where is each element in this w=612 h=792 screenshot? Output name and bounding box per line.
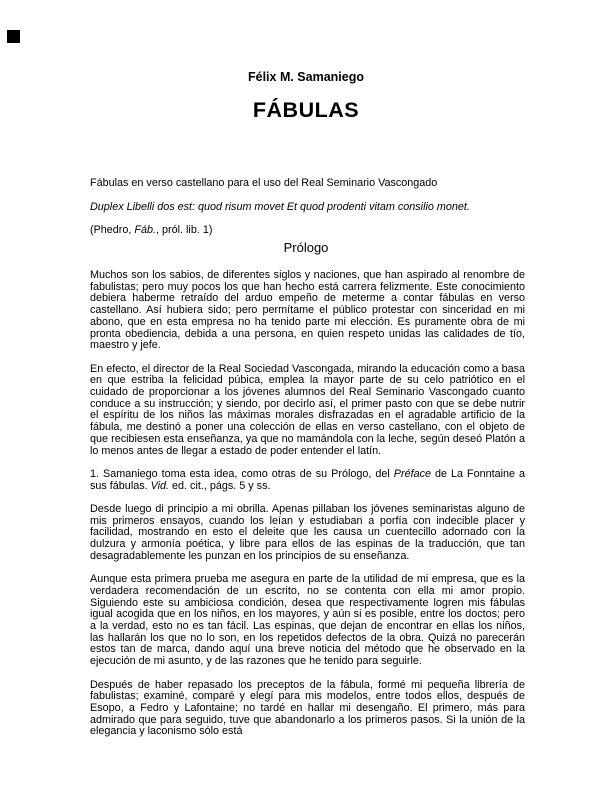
footnote-work-preface: Préface (393, 467, 431, 480)
footnote-text: 1. Samaniego toma esta idea, como otras de su Prólogo, del (90, 467, 394, 480)
citation-post: , pról. lib. 1) (156, 224, 213, 236)
section-heading-prologo: Prólogo (283, 240, 329, 255)
page-corner-mark (7, 30, 20, 43)
paragraph: Aunque esta primera prueba me asegura en parte de la utilidad de mi empresa, que es la verdadera recomendación de un escrito, no se contenta con ella mi amor propio. Siguiendo este su ambiciosa condición, desea que respectivamente logren mis fábulas igual acogida que en los niños, en los mayores, y aún si es posible, entre los doctos; pero a la verdad, esto no es tan fácil. Las espinas, que dejan de encontrar en ellas los niños, las hallarán los que no lo son, en los repetidos defectos de la obra. Quizá no parecerán estos tan de marca, dando aquí una breve noticia del método que he observado en la ejecución de mi asunto, y de las razones que he tenido para seguirle. (90, 573, 525, 668)
citation-line (90, 225, 525, 237)
paragraph: Muchos son los sabios, de diferentes siglos y naciones, que han aspirado al renombre de fabulistas; pero muy pocos los que han hecho está carrera felizmente. Este conocimiento debiera haberme retraído del arduo empeño de meterme a contar fábulas en verso castellano. Así hubiera sido; pero permítame el público protestar con sinceridad en mi abono, que en esta empresa no ha tenido parte mi elección. Es puramente obra de mi pronta obediencia, debida a una persona, en quien respeto unidas las calidades de tío, maestro y jefe. (90, 269, 525, 352)
paragraph: Después de haber repasado los preceptos de la fábula, formé mi pequeña librería de fabulistas; examiné, comparé y elegí para mis modelos, entre todos ellos, después de Esopo, a Fedro y Lafontaine; no tardé en hallar mi desengaño. El primero, más para admirado que para seguido, tuve que abandonarlo a los primeros pasos. Si la unión de la elegancia y laconismo sólo está (90, 678, 525, 738)
footnote-vid-abbrev: Vid. (150, 479, 170, 492)
citation-work-title: Fáb. (134, 224, 157, 236)
author-name: Félix M. Samaniego (247, 70, 364, 84)
body-text (90, 270, 525, 750)
paragraph: Desde luego di principio a mi obrilla. Apenas pillaban los jóvenes seminaristas alguno de mis primeros ensayos, cuando los leían y estudiaban a porfía con indecible placer y facilidad, mostrando en esto el deleite que les causa un cuentecillo adornado con la dulzura y armonía poética, y libre para ellos de las espinas de la traducción, que tan desagradablemente les punzan en los principios de su enseñanza. (90, 503, 525, 562)
footnote-paragraph (90, 469, 525, 492)
paragraph: En efecto, el director de la Real Sociedad Vascongada, mirando la educación como a basa en que estriba la felicidad púbica, emplea la mayor parte de su celo patriótico en el cuidado de proporcionar a los jóvenes alumnos del Real Seminario Vascongado cuanto conduce a su instrucción; y siendo, por decirlo así, el primer pasto con que se debe nutrir el espíritu de los niños las máximas morales disfrazadas en el agradable artificio de la fábula, me destinó a poner una colección de ellas en verso castellano, con el objeto de que recibiesen esta enseñanza, ya que no mamándola con la leche, según deseó Platón a lo menos antes de llegar a estado de poder entender el latín. (90, 362, 525, 457)
citation-pre: (Phedro, (90, 224, 135, 236)
book-title: FÁBULAS (252, 98, 360, 122)
latin-epigraph: Duplex Libelli dos est: quod risum movet Et quod prodenti vitam consilio monet. (90, 201, 470, 213)
dedication-line: Fábulas en verso castellano para el uso del Real Seminario Vascongado (90, 177, 438, 189)
footnote-text: de La Fonntaine a sus fábulas. (90, 467, 526, 492)
footnote-text: ed. cit., págs. 5 y ss. (169, 479, 271, 492)
